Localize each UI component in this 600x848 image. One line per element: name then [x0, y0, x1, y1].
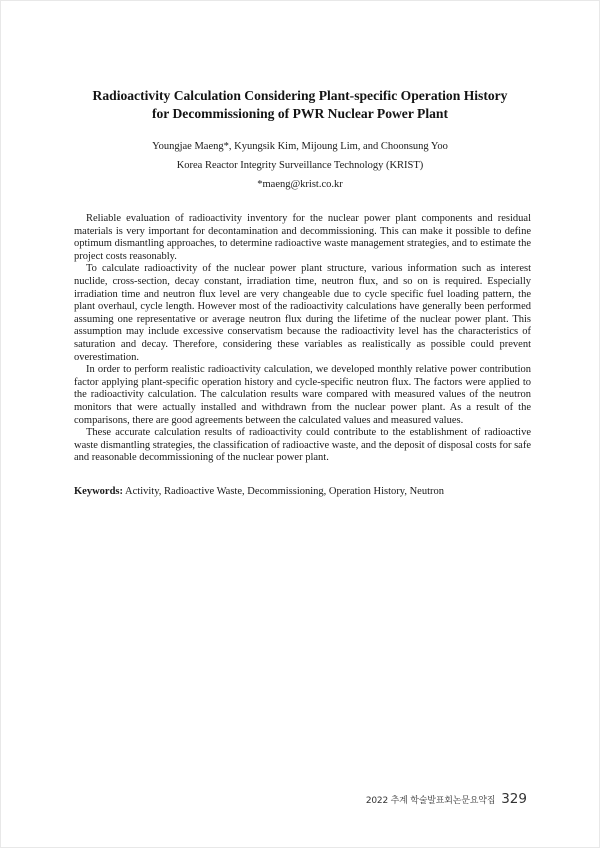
keywords-label: Keywords: — [74, 486, 123, 497]
abstract-paragraph-3: In order to perform realistic radioactivity calculation, we developed monthly relative power contribution factor applying plant-specific operation history and cycle-specific neutron flux. The factors were applied to the radioactivity calculation. The calculation results ware compared with measured values of the neutron monitors that were actually installed and withdrawn from the nuclear power plant. As a result of the comparisons, there are good agreements between the calculated values and measured values. — [74, 364, 531, 426]
title-line-2: for Decommissioning of PWR Nuclear Power Plant — [151, 106, 448, 121]
page-footer — [366, 791, 527, 807]
author-list: Youngjae Maeng*, Kyungsik Kim, Mijoung Lim, and Choonsung Yoo — [152, 141, 448, 152]
abstract-body — [74, 213, 531, 465]
abstract-paragraph-4: These accurate calculation results of radioactivity could contribute to the establishment of radioactive waste dismantling strategies, the classification of radioactive waste, and the deposit of disposal costs for safe and reasonable decommissioning of the nuclear power plant. — [74, 427, 531, 464]
corresponding-email: *maeng@krist.co.kr — [257, 179, 343, 190]
abstract-paragraph-2: To calculate radioactivity of the nuclear power plant structure, various information such as interest nuclide, cross-section, decay constant, irradiation time, neutron flux, and so on is required. Especially irradiation time and neutron flux level are very changeable due to cycle specific fuel loading pattern, the plant overhaul, cycle length. However most of the radioactivity calculations have generally been performed assuming one representative or average neutron flux during the lifetime of the nuclear power plant. This assumption may include excessive conservatism because the radioactivity level has the characteristics of saturation and decay. Therefore, considering these variables as realistically as possible could prevent overestimation. — [74, 263, 531, 363]
author-affiliation: Korea Reactor Integrity Surveillance Technology (KRIST) — [176, 160, 424, 171]
page-number: 329 — [501, 791, 527, 807]
abstract-paragraph-1: Reliable evaluation of radioactivity inventory for the nuclear power plant components and residual materials is very important for decontamination and decommissioning. This can make it possible to define optimum dismantling approaches, to determine radioactive waste management strategies, and to estimate the project costs reasonably. — [74, 213, 531, 262]
title-line-1: Radioactivity Calculation Considering Plant-specific Operation History — [92, 88, 508, 103]
paper-title — [1, 87, 599, 123]
keywords-text: Activity, Radioactive Waste, Decommissioning, Operation History, Neutron — [123, 486, 444, 497]
proceedings-name: 2022 추계 학술발표회논문요약집 — [365, 796, 496, 806]
keywords-line — [74, 485, 531, 498]
